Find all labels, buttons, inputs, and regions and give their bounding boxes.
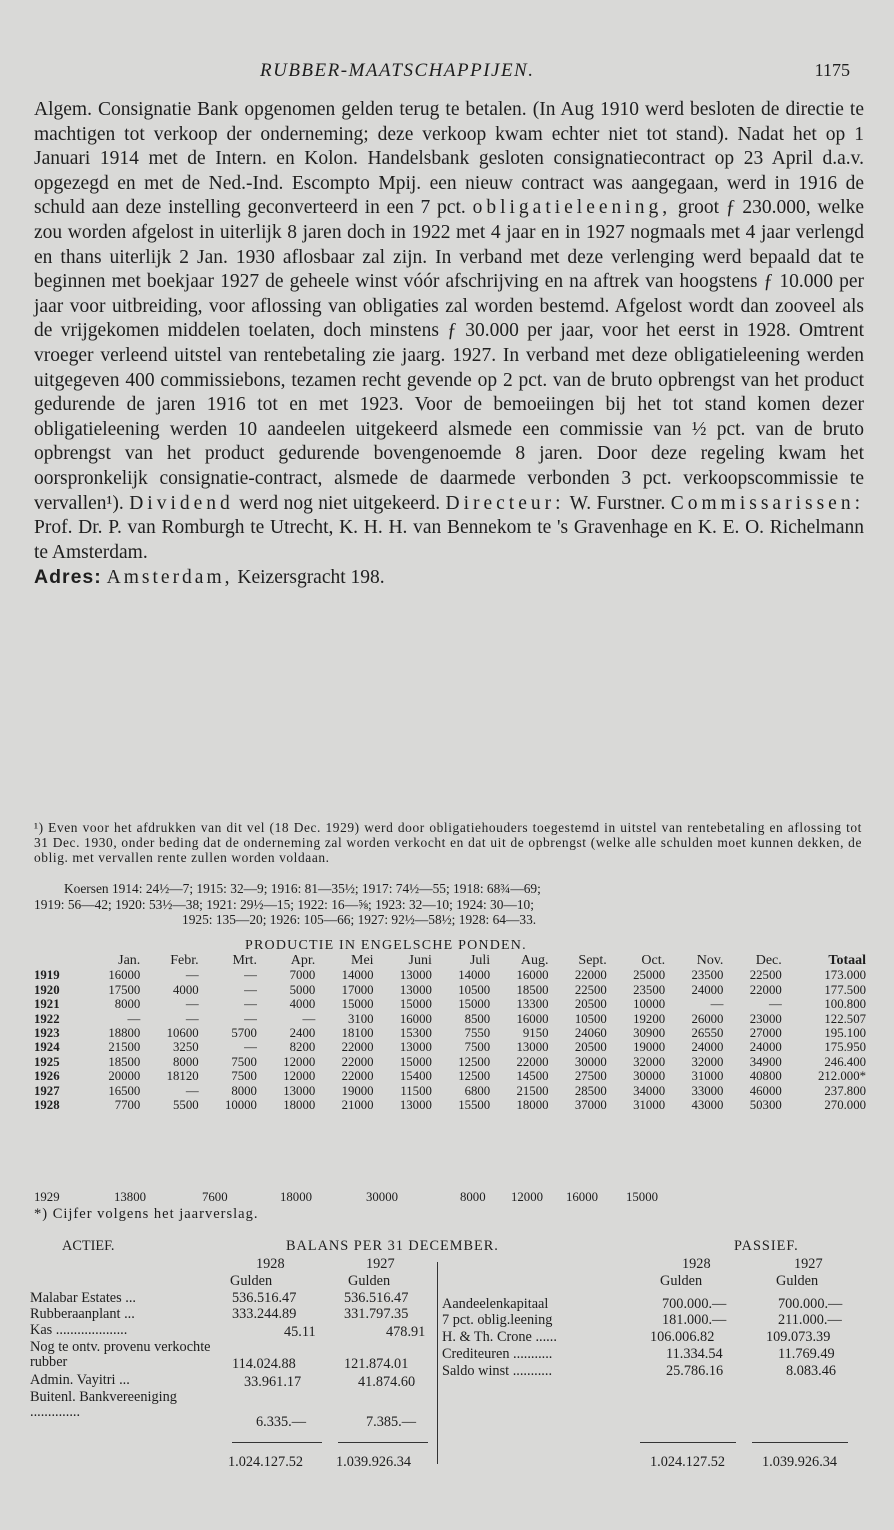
value-cell: 270.000 xyxy=(824,1098,866,1113)
footnote: ¹) Even voor het afdrukken van dit vel (18 Dec. 1929) werd door obligatiehouders toegestemd in uitstel van rentebetaling en aflossing tot 31 Dec. 1930, onder beding dat de onderneming zal worden verkocht en dat uit de opbrengst (welke alle schulden moet kunnen dekken, de oblig. met vervallen rente zullen worden voldaan. xyxy=(34,820,862,866)
text-part: W. Furstner. xyxy=(569,492,666,514)
running-title: RUBBER-MAATSCHAPPIJEN. xyxy=(260,60,535,81)
value-cell: 7500 xyxy=(231,1054,257,1069)
total-passief-1928: 1.024.127.52 xyxy=(650,1454,726,1470)
value-cell: 13000 xyxy=(399,968,432,983)
value-cell: 5000 xyxy=(289,982,316,997)
passief-value: 25.786.16 xyxy=(666,1363,724,1379)
actief-item: Nog te ontv. provenu verkochte rubber xyxy=(30,1339,211,1370)
month-header: Mei xyxy=(351,953,374,968)
value-cell: 6800 xyxy=(464,1083,491,1098)
value-cell: 22000 xyxy=(341,1069,374,1084)
prices-line: Koersen 1914: 24½—7; 1915: 32—9; 1916: 81—35½; 1917: 74½—55; 1918: 68¾—69; xyxy=(64,881,541,896)
value-cell: 122.507 xyxy=(824,1011,866,1026)
text-part: groot ƒ 230.000, welke zou worden afgelost in uiterlijk 8 jaren doch in 1922 met 4 jaar en in 1927 nogmaals met 4 jaar verlengd en thans uiterlijk 2 Jan. 1930 aflosbaar zal zijn. In verband met deze verlenging werd bepaald dat te beginnen met boekjaar 1927 de geheele winst vóór afschrijving en na aftrek van hoogstens ƒ 10.000 per jaar voor uitbreiding, voor aflossing van obligaties zal worden bestemd. Afgelost wordt dan zooveel als de vrijgekomen middelen toelaten, doch minstens ƒ 30.000 per jaar, voor het eerst in 1928. Omtrent vroeger verleend uitstel van rentebetaling zie jaarg. 1927. In verband met deze obligatieleening werden uitgegeven 400 commissiebons, tezamen recht gevende op 2 pct. van de bruto opbrengst van het product gedurende de jaren 1916 tot en met 1923. Voor de bemoeiingen bij het tot stand komen dezer obligatieleening werden 10 aandeelen uitgekeerd alsmede een commissie van ½ pct. van de bruto opbrengst van het product gedurende bovengenoemde 8 jaren. Door deze regeling kwam het oorspronkelijk consignatie-contract, alsmede de daarmede verbonden 3 pct. verkoopscommissie te vervallen¹). xyxy=(34,197,865,514)
actief-label: ACTIEF. xyxy=(62,1238,115,1254)
value-cell: 8000 xyxy=(460,1190,486,1204)
passief-item: 7 pct. oblig.leening xyxy=(442,1312,553,1328)
passief-value: 181.000.— xyxy=(662,1312,727,1328)
value-cell: 18000 xyxy=(280,1190,312,1204)
month-header: Sept. xyxy=(578,953,607,968)
value-cell: 21500 xyxy=(516,1083,549,1098)
value-cell: — xyxy=(302,1011,316,1026)
subtotal-rule xyxy=(338,1442,428,1443)
value-cell: 23500 xyxy=(691,968,724,983)
year-cell: 1926 xyxy=(34,1069,60,1084)
value-cell: 5700 xyxy=(231,1026,257,1041)
passief-value: 8.083.46 xyxy=(786,1363,837,1379)
production-row xyxy=(32,1098,868,1112)
value-cell: 14500 xyxy=(516,1069,549,1084)
value-cell: 18120 xyxy=(166,1069,199,1084)
production-row xyxy=(32,1012,868,1026)
value-cell: 10500 xyxy=(458,982,491,997)
year-heading: 1928 xyxy=(256,1256,285,1272)
value-cell: 26000 xyxy=(691,1011,724,1026)
value-cell: 34000 xyxy=(633,1083,666,1098)
passief-label: PASSIEF. xyxy=(734,1238,799,1254)
value-cell: — xyxy=(185,1011,199,1026)
address-label: Adres: xyxy=(34,566,102,589)
value-cell: 195.100 xyxy=(824,1026,866,1041)
page-number: 1175 xyxy=(814,60,850,80)
value-cell: 15000 xyxy=(626,1190,658,1204)
month-header: Juni xyxy=(408,953,432,968)
value-cell: 21000 xyxy=(341,1098,374,1113)
passief-value: 106.006.82 xyxy=(650,1329,715,1345)
value-cell: 17000 xyxy=(341,982,374,997)
value-cell: 15000 xyxy=(399,1054,432,1069)
value-cell: 3100 xyxy=(347,1011,374,1026)
year-cell: 1922 xyxy=(34,1011,60,1026)
value-cell: 32000 xyxy=(633,1054,666,1069)
total-header: Totaal xyxy=(828,953,866,968)
value-cell: 19000 xyxy=(633,1040,666,1055)
actief-value: 7.385.— xyxy=(366,1414,417,1430)
value-cell: 16000 xyxy=(399,1011,432,1026)
balance-divider xyxy=(437,1262,438,1464)
value-cell: 24000 xyxy=(691,982,724,997)
production-row xyxy=(32,997,868,1011)
spaced-term-directeur: Directeur: xyxy=(445,492,565,514)
actief-value: 45.11 xyxy=(284,1324,316,1340)
total-actief-1928: 1.024.127.52 xyxy=(228,1454,304,1470)
value-cell: 11500 xyxy=(400,1083,432,1098)
production-row xyxy=(32,1026,868,1040)
value-cell: 246.400 xyxy=(824,1054,866,1069)
text-part: Prof. Dr. P. van Romburgh te Utrecht, K. H. H. van Bennekom te 's Gravenhage en K. E. O. Richelmann te Amsterdam. xyxy=(34,517,864,563)
value-cell: 10000 xyxy=(224,1098,257,1113)
value-cell: 50300 xyxy=(749,1098,782,1113)
value-cell: 15000 xyxy=(458,997,491,1012)
production-row xyxy=(32,1069,868,1083)
value-cell: 173.000 xyxy=(824,968,866,983)
passief-item: Aandeelenkapitaal xyxy=(442,1296,549,1312)
value-cell: 15500 xyxy=(458,1098,491,1113)
text-part: Algem. Consignatie Bank opgenomen gelden terug te betalen. (In Aug 1910 werd besloten de directie te machtigen tot verkoop der onderneming; deze verkoop kwam echter niet tot stand). Nadat het op 1 Januari 1914 met de Intern. en Kolon. Handelsbank gesloten consignatiecontract op 23 April d.a.v. opgezegd en met de Ned.-Ind. Escompto Mpij. een nieuw contract was aangegaan, werd in 1916 de schuld aan deze instelling geconverteerd in een 7 pct. xyxy=(34,99,864,219)
spaced-term-obligatieleening: obligatieleening, xyxy=(472,197,672,219)
value-cell: 30900 xyxy=(633,1026,666,1041)
value-cell: 18000 xyxy=(283,1098,316,1113)
prices-line: 1925: 135—20; 1926: 105—66; 1927: 92½—58½; 1928: 64—33. xyxy=(182,912,537,928)
year-heading: 1927 xyxy=(794,1256,823,1272)
value-cell: 12000 xyxy=(283,1054,316,1069)
production-row xyxy=(32,983,868,997)
passief-value: 11.334.54 xyxy=(666,1346,723,1362)
total-actief-1927: 1.039.926.34 xyxy=(336,1454,412,1470)
value-cell: 18100 xyxy=(341,1026,374,1041)
actief-item: Rubberaanplant ... xyxy=(30,1306,135,1322)
value-cell: 212.000* xyxy=(818,1069,866,1084)
production-table xyxy=(32,954,868,1112)
value-cell: 7700 xyxy=(114,1098,141,1113)
value-cell: 18000 xyxy=(516,1098,549,1113)
value-cell: 30000 xyxy=(633,1069,666,1084)
value-cell: 18500 xyxy=(516,982,549,997)
value-cell: 5500 xyxy=(173,1098,199,1113)
value-cell: 16000 xyxy=(566,1190,598,1204)
production-rows xyxy=(32,968,868,1112)
balance-title: BALANS PER 31 DECEMBER. xyxy=(286,1238,499,1254)
value-cell: 23000 xyxy=(749,1011,782,1026)
actief-item: Kas .................... xyxy=(30,1322,128,1338)
value-cell: 3250 xyxy=(173,1040,199,1055)
year-heading: 1927 xyxy=(366,1256,395,1272)
share-prices xyxy=(34,881,864,928)
value-cell: 13000 xyxy=(399,982,432,997)
actief-value: 121.874.01 xyxy=(344,1356,409,1372)
value-cell: 20500 xyxy=(574,1040,607,1055)
month-header: Juli xyxy=(469,953,491,968)
value-cell: 37000 xyxy=(574,1098,607,1113)
value-cell: — xyxy=(244,997,257,1012)
value-cell: 8000 xyxy=(231,1083,257,1098)
actief-item: Malabar Estates ... xyxy=(30,1290,136,1306)
value-cell: 22000 xyxy=(749,982,782,997)
value-cell: 27500 xyxy=(574,1069,607,1084)
value-cell: 33000 xyxy=(691,1083,724,1098)
actief-value: 114.024.88 xyxy=(232,1356,296,1372)
value-cell: 13000 xyxy=(399,1098,432,1113)
month-header: Dec. xyxy=(755,953,782,968)
value-cell: 22000 xyxy=(516,1054,549,1069)
unit-heading: Gulden xyxy=(348,1273,391,1289)
prices-line: 1919: 56—42; 1920: 53½—38; 1921: 29½—15; 1922: 16—⅝; 1923: 32—10; 1924: 30—10; xyxy=(34,896,534,912)
year-cell: 1921 xyxy=(34,997,60,1012)
value-cell: 13000 xyxy=(516,1040,549,1055)
value-cell: 16500 xyxy=(108,1083,141,1098)
value-cell: — xyxy=(185,968,199,983)
value-cell: 19000 xyxy=(341,1083,374,1098)
address-line xyxy=(34,565,864,591)
year-cell: 1923 xyxy=(34,1026,60,1041)
value-cell: — xyxy=(244,1011,257,1026)
value-cell: 34900 xyxy=(749,1054,782,1069)
production-row xyxy=(32,1040,868,1054)
value-cell: 12500 xyxy=(458,1069,491,1084)
value-cell: 7500 xyxy=(464,1040,491,1055)
value-cell: 2400 xyxy=(289,1026,316,1041)
month-header: Oct. xyxy=(641,953,666,968)
value-cell: 40800 xyxy=(749,1069,782,1084)
year-cell: 1929 xyxy=(34,1190,60,1204)
value-cell: — xyxy=(710,997,724,1012)
value-cell: 7550 xyxy=(464,1026,491,1041)
value-cell: 30000 xyxy=(366,1190,398,1204)
value-cell: 13000 xyxy=(399,1040,432,1055)
value-cell: — xyxy=(244,968,257,983)
value-cell: 7500 xyxy=(231,1069,257,1084)
value-cell: 22000 xyxy=(574,968,607,983)
actief-item: Buitenl. Bankvereeniging .............. xyxy=(30,1389,177,1420)
value-cell: 22500 xyxy=(749,968,782,983)
subtotal-rule xyxy=(232,1442,322,1443)
actief-value: 41.874.60 xyxy=(358,1374,416,1390)
value-cell: 12000 xyxy=(283,1069,316,1084)
value-cell: 22500 xyxy=(574,982,607,997)
value-cell: 26550 xyxy=(691,1026,724,1041)
value-cell: 43000 xyxy=(691,1098,724,1113)
year-cell: 1925 xyxy=(34,1054,60,1069)
production-title: PRODUCTIE IN ENGELSCHE PONDEN. xyxy=(245,938,527,953)
value-cell: 30000 xyxy=(574,1054,607,1069)
year-cell: 1928 xyxy=(34,1098,60,1113)
passief-value: 211.000.— xyxy=(778,1312,842,1328)
actief-value: 536.516.47 xyxy=(232,1290,297,1306)
actief-value: 333.244.89 xyxy=(232,1306,297,1322)
value-cell: — xyxy=(244,1040,257,1055)
value-cell: 15000 xyxy=(399,997,432,1012)
value-cell: 10000 xyxy=(633,997,666,1012)
actief-value: 6.335.— xyxy=(256,1414,307,1430)
month-header: Mrt. xyxy=(232,953,257,968)
passief-value: 11.769.49 xyxy=(778,1346,835,1362)
value-cell: — xyxy=(185,997,199,1012)
subtotal-rule xyxy=(752,1442,848,1443)
description-paragraph xyxy=(34,98,864,565)
value-cell: 27000 xyxy=(749,1026,782,1041)
actief-value: 536.516.47 xyxy=(344,1290,409,1306)
actief-value: 33.961.17 xyxy=(244,1374,302,1390)
value-cell: 16000 xyxy=(108,968,141,983)
production-row xyxy=(32,1084,868,1098)
value-cell: 12000 xyxy=(511,1190,543,1204)
value-cell: 16000 xyxy=(516,968,549,983)
value-cell: 17500 xyxy=(108,982,141,997)
value-cell: 10600 xyxy=(166,1026,199,1041)
value-cell: 9150 xyxy=(522,1026,549,1041)
value-cell: 23500 xyxy=(633,982,666,997)
month-header: Febr. xyxy=(170,953,199,968)
value-cell: 20000 xyxy=(108,1069,141,1084)
value-cell: 22000 xyxy=(341,1054,374,1069)
unit-heading: Gulden xyxy=(230,1273,273,1289)
year-cell: 1919 xyxy=(34,968,60,983)
value-cell: 19200 xyxy=(633,1011,666,1026)
value-cell: 13000 xyxy=(283,1083,316,1098)
unit-heading: Gulden xyxy=(776,1273,819,1289)
year-cell: 1927 xyxy=(34,1083,60,1098)
value-cell: 32000 xyxy=(691,1054,724,1069)
passief-item: H. & Th. Crone ...... xyxy=(442,1329,557,1345)
unit-heading: Gulden xyxy=(660,1273,703,1289)
value-cell: 25000 xyxy=(633,968,666,983)
value-cell: 10500 xyxy=(574,1011,607,1026)
address-street: Keizersgracht 198. xyxy=(237,567,385,589)
passief-item: Saldo winst ........... xyxy=(442,1363,553,1379)
subtotal-rule xyxy=(640,1442,736,1443)
year-cell: 1924 xyxy=(34,1040,60,1055)
production-header-row xyxy=(32,954,868,968)
value-cell: 177.500 xyxy=(824,982,866,997)
passief-value: 109.073.39 xyxy=(766,1329,831,1345)
value-cell: 13300 xyxy=(516,997,549,1012)
value-cell: 15000 xyxy=(341,997,374,1012)
value-cell: 14000 xyxy=(458,968,491,983)
value-cell: 4000 xyxy=(289,997,316,1012)
value-cell: 22000 xyxy=(341,1040,374,1055)
value-cell: 15400 xyxy=(399,1069,432,1084)
value-cell: 175.950 xyxy=(824,1040,866,1055)
total-passief-1927: 1.039.926.34 xyxy=(762,1454,838,1470)
company-description xyxy=(34,98,864,591)
year-cell: 1920 xyxy=(34,982,60,997)
production-row xyxy=(32,968,868,982)
value-cell: 8500 xyxy=(464,1011,491,1026)
page-header xyxy=(0,60,894,88)
value-cell: 13800 xyxy=(114,1190,146,1204)
actief-value: 331.797.35 xyxy=(344,1306,409,1322)
month-header: Nov. xyxy=(696,953,724,968)
passief-value: 700.000.— xyxy=(778,1296,843,1312)
address-city: Amsterdam, xyxy=(106,567,233,589)
passief-item: Crediteuren ........... xyxy=(442,1346,553,1362)
value-cell: — xyxy=(185,1083,199,1098)
year-heading: 1928 xyxy=(682,1256,711,1272)
value-cell: 8000 xyxy=(114,997,141,1012)
spaced-term-dividend: Dividend xyxy=(129,492,234,514)
spaced-term-commissarissen: Commissarissen: xyxy=(670,492,865,514)
value-cell: — xyxy=(244,982,257,997)
value-cell: 24060 xyxy=(574,1026,607,1041)
value-cell: 20500 xyxy=(574,997,607,1012)
value-cell: 14000 xyxy=(341,968,374,983)
value-cell: 8200 xyxy=(289,1040,316,1055)
value-cell: 7600 xyxy=(202,1190,228,1204)
value-cell: 100.800 xyxy=(824,997,866,1012)
value-cell: — xyxy=(768,997,782,1012)
value-cell: 21500 xyxy=(108,1040,141,1055)
value-cell: 46000 xyxy=(749,1083,782,1098)
month-header: Aug. xyxy=(520,953,549,968)
value-cell: 31000 xyxy=(691,1069,724,1084)
production-row xyxy=(32,1055,868,1069)
value-cell: 15300 xyxy=(399,1026,432,1041)
value-cell: 24000 xyxy=(691,1040,724,1055)
value-cell: 237.800 xyxy=(824,1083,866,1098)
value-cell: 12500 xyxy=(458,1054,491,1069)
value-cell: 7000 xyxy=(289,968,316,983)
year-col-header xyxy=(32,954,84,968)
value-cell: 31000 xyxy=(633,1098,666,1113)
value-cell: 28500 xyxy=(574,1083,607,1098)
value-cell: 24000 xyxy=(749,1040,782,1055)
value-cell: 16000 xyxy=(516,1011,549,1026)
value-cell: — xyxy=(127,1011,141,1026)
actief-value: 478.91 xyxy=(386,1324,426,1340)
passief-value: 700.000.— xyxy=(662,1296,727,1312)
value-cell: 4000 xyxy=(173,982,199,997)
value-cell: 18800 xyxy=(108,1026,141,1041)
actief-item: Admin. Vayitri ... xyxy=(30,1372,130,1388)
value-cell: 8000 xyxy=(173,1054,199,1069)
production-note: *) Cijfer volgens het jaarverslag. xyxy=(34,1206,259,1222)
month-header: Jan. xyxy=(118,953,141,968)
value-cell: 18500 xyxy=(108,1054,141,1069)
month-header: Apr. xyxy=(290,953,316,968)
text-part: werd nog niet uitgekeerd. xyxy=(239,492,441,514)
